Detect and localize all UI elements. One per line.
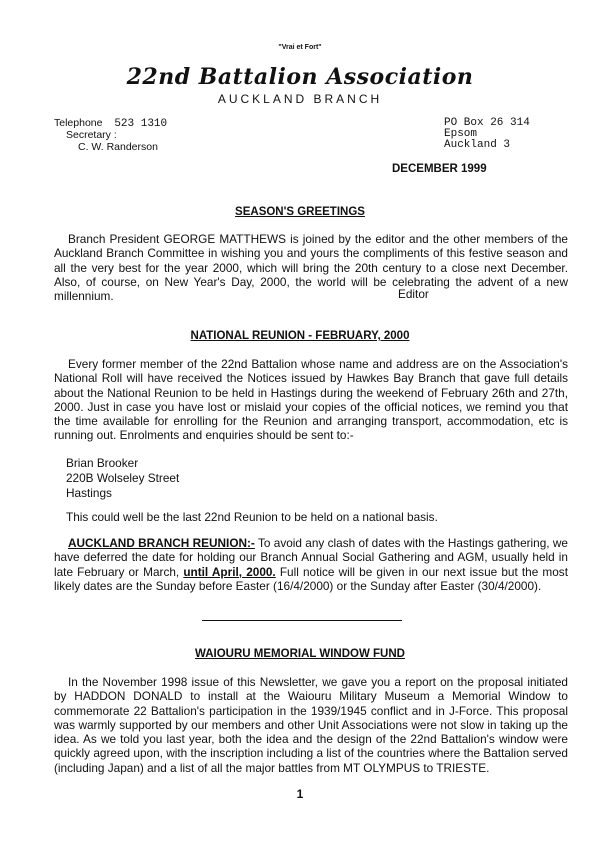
greetings-heading: SEASON'S GREETINGS [235, 206, 365, 218]
contact-street: 220B Wolseley Street [66, 471, 180, 485]
reunion-paragraph [54, 357, 568, 443]
contact-city: Hastings [66, 486, 112, 500]
auckland-lead: AUCKLAND BRANCH REUNION:- [68, 536, 255, 550]
association-title: 22nd Battalion Association [126, 64, 474, 90]
reunion-closing: This could well be the last 22nd Reunion to be held on a national basis. [66, 510, 438, 524]
auckland-text-1: To avoid any clash of dates with the Hastings gathering, we have deferred the date for holding our Branch Annual Social Gathering and AGM, usually held in late February or March, [54, 536, 568, 579]
address-line-1: PO Box 26 314 [444, 117, 530, 129]
waiouru-text: In the November 1998 issue of this Newsletter, we gave you a report on the proposal initiated by HADDON DONALD to install at the Waiouru Military Museum a Memorial Window to commemorate 22 Battalion's participation in the 1939/1945 conflict and in J-Force. This proposal was warmly supported by our members and other Unit Associations were not slow in taking up the idea. As we told you last year, both the idea and the design of the 22nd Battalion's window were quickly agreed upon, with the inscription including a list of the countries where the Battalion served (including Japan) and a list of all the major battles from MT OLYMPUS to TRIESTE. [54, 675, 568, 775]
reunion-heading: NATIONAL REUNION - FEBRUARY, 2000 [190, 330, 410, 342]
telephone-number: 523 1310 [114, 118, 168, 130]
waiouru-paragraph [54, 675, 568, 775]
secretary-label: Secretary : [66, 129, 117, 141]
auckland-emphasis: until April, 2000. [183, 564, 276, 579]
section-divider [202, 620, 402, 621]
auckland-text-2: Full notice will be given in our next issue but the most likely dates are the Sunday before Easter (16/4/2000) or the Sunday after Easter (30/4/2000). [54, 564, 568, 593]
address-line-2: Epsom [444, 128, 478, 140]
auckland-paragraph [54, 536, 568, 593]
contact-name: Brian Brooker [66, 456, 139, 470]
address-line-3: Auckland 3 [444, 139, 511, 151]
reunion-text: Every former member of the 22nd Battalion whose name and address are on the Association's National Roll will have received the Notices issued by Hawkes Bay Branch that gave full details about the National Reunion to be held in Hastings during the weekend of February 26th and 27th, 2000. Just in case you have lost or mislaid your copies of the official notices, we remind you that the time available for enrolling for the Reunion and arranging transport, accommodation, etc is running out. Enrolments and enquiries should be sent to:- [54, 357, 568, 443]
branch-name: AUCKLAND BRANCH [217, 92, 383, 106]
issue-date: DECEMBER 1999 [392, 163, 487, 175]
greetings-text: Branch President GEORGE MATTHEWS is joined by the editor and the other members of the Auckland Branch Committee in wishing you and yours the compliments of this festive season and all the very best for the year 2000, which will bring the 20th century to a close next December. Also, of course, on New Year's Day, 2000, the world will be celebrating the advent of a new millennium. [54, 232, 568, 304]
telephone-label: Telephone [54, 117, 103, 129]
greetings-paragraph [54, 232, 568, 303]
greetings-signature: Editor [398, 287, 429, 301]
motto: "Vrai et Fort" [278, 44, 322, 51]
secretary-name: C. W. Randerson [78, 141, 158, 153]
contact-address [66, 456, 179, 501]
waiouru-heading: WAIOURU MEMORIAL WINDOW FUND [195, 648, 405, 660]
page-number: 1 [296, 787, 304, 801]
